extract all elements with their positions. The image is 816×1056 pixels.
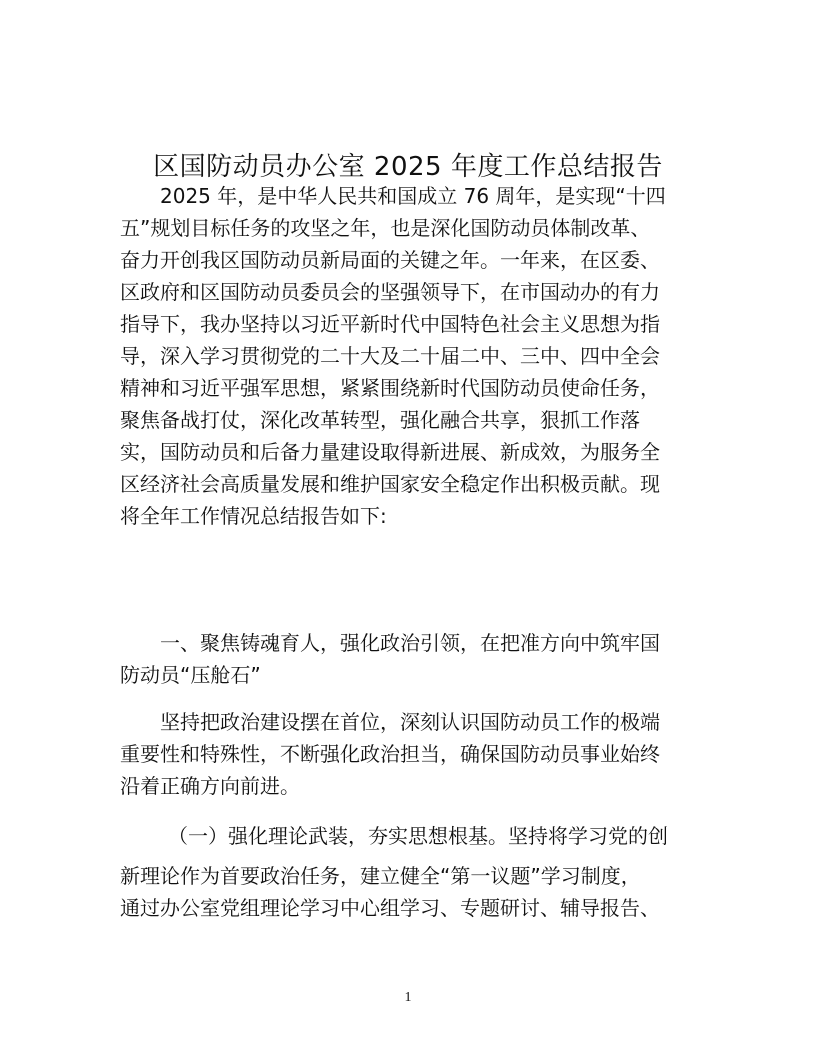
page-number: 1 [404, 990, 412, 1005]
intro-paragraph [120, 180, 698, 532]
text-line: 区政府和区国防动员委员会的坚强领导下，在市国动办的有力 [120, 280, 660, 304]
text-line: 导，深入学习贯彻党的二十大及二十届二中、三中、四中全会 [120, 344, 660, 368]
text-line: 2025 年，是中华人民共和国成立 76 周年，是实现“十四 [160, 184, 666, 208]
text-line: （一）强化理论武装，夯实思想根基。坚持将学习党的创 [168, 824, 668, 848]
text-line: 一、聚焦铸魂育人，强化政治引领，在把准方向中筑牢国 [160, 631, 660, 655]
line-gap [120, 852, 698, 860]
document-title: 区国防动员办公室 2025 年度工作总结报告 [153, 152, 663, 182]
text-line: 指导下，我办坚持以习近平新时代中国特色社会主义思想为指 [120, 312, 660, 336]
text-line: 区经济社会高质量发展和维护国家安全稳定作出积极贡献。现 [120, 472, 660, 496]
text-line: 重要性和特殊性，不断强化政治担当，确保国防动员事业始终 [120, 742, 660, 766]
section-one-heading [120, 627, 698, 691]
text-line: 防动员“压舱石” [120, 663, 261, 687]
section-one-intro-paragraph [120, 706, 698, 802]
text-line: 新理论作为首要政治任务，建立健全“第一议题”学习制度， [120, 864, 641, 888]
text-line: 实，国防动员和后备力量建设取得新进展、新成效，为服务全 [120, 440, 660, 464]
text-line: 五”规划目标任务的攻坚之年，也是深化国防动员体制改革、 [120, 216, 651, 240]
text-line: 聚焦备战打仗，深化改革转型，强化融合共享，狠抓工作落 [120, 408, 640, 432]
subsection-one-paragraph [120, 820, 698, 924]
text-line: 将全年工作情况总结报告如下: [120, 504, 387, 528]
text-line: 奋力开创我区国防动员新局面的关键之年。一年来，在区委、 [120, 248, 660, 272]
text-line: 坚持把政治建设摆在首位，深刻认识国防动员工作的极端 [160, 710, 660, 734]
text-line: 沿着正确方向前进。 [120, 774, 300, 798]
text-line: 通过办公室党组理论学习中心组学习、专题研讨、辅导报告、 [120, 896, 660, 920]
text-line: 精神和习近平强军思想，紧紧围绕新时代国防动员使命任务， [120, 376, 660, 400]
